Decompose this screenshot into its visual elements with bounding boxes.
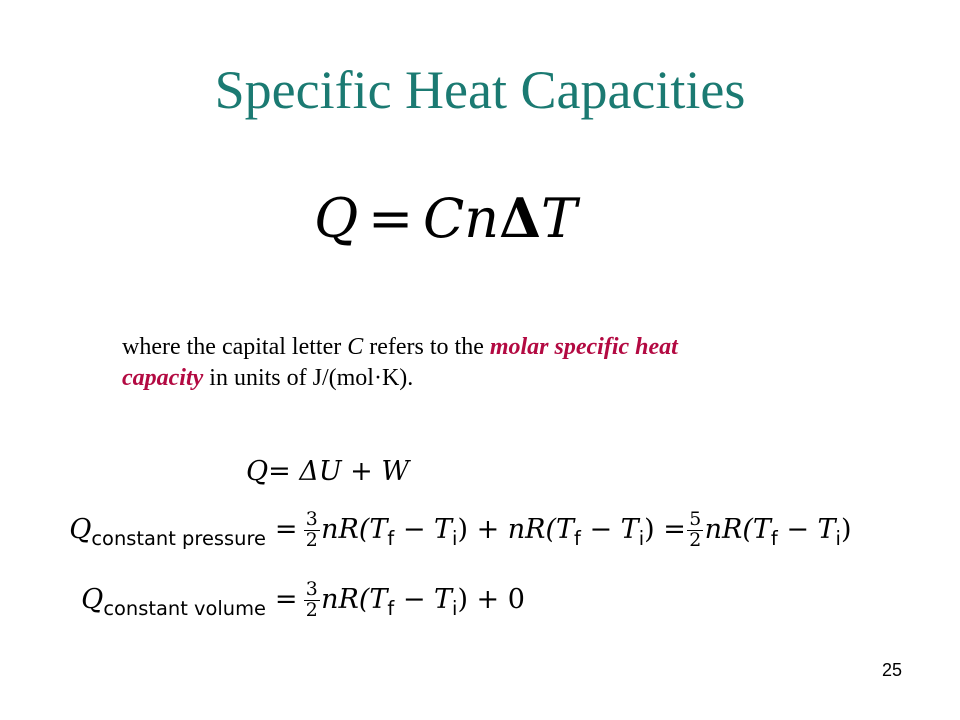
cp-sub-i2: i bbox=[638, 526, 645, 550]
cv-equals: = bbox=[274, 584, 298, 615]
cp-sub-i3: i bbox=[835, 526, 841, 550]
desc-part2: refers to the bbox=[363, 334, 490, 360]
cp-minus1: − T bbox=[394, 514, 453, 545]
cp-frac-1-num: 3 bbox=[305, 508, 318, 531]
cp-minus3: − T bbox=[777, 514, 836, 545]
cp-frac-2-den: 2 bbox=[689, 529, 702, 551]
cp-subscript: constant pressure bbox=[91, 526, 266, 550]
cv-minus: − T bbox=[394, 584, 453, 615]
cv-close: ) + 0 bbox=[457, 584, 525, 615]
cp-close2: ) = bbox=[644, 514, 686, 545]
description-text bbox=[122, 332, 872, 394]
constant-pressure-lhs bbox=[69, 510, 266, 559]
cp-frac-1-den: 2 bbox=[305, 529, 318, 551]
eq-main-delta: Δ bbox=[499, 186, 541, 250]
cp-q: Q bbox=[69, 514, 92, 545]
first-law-equation bbox=[246, 452, 409, 492]
cp-frac-2-num: 5 bbox=[689, 508, 702, 531]
cp-term1: nR(T bbox=[321, 514, 388, 545]
first-law-rhs: = ΔU + W bbox=[268, 456, 410, 487]
cp-minus2: − T bbox=[580, 514, 639, 545]
cv-subscript: constant volume bbox=[103, 596, 266, 620]
cp-sub-f3: f bbox=[770, 526, 778, 550]
eq-main-equals: = bbox=[368, 187, 414, 250]
cp-plus: + nR(T bbox=[467, 514, 575, 545]
eq-main-n: n bbox=[464, 187, 500, 250]
first-law-lhs: Q bbox=[246, 456, 269, 487]
eq-main-t: T bbox=[540, 187, 578, 250]
cp-sub-f2: f bbox=[574, 526, 581, 550]
desc-highlight-2: capacity bbox=[122, 365, 204, 391]
cp-frac-2 bbox=[687, 510, 703, 551]
desc-part1: where the capital letter bbox=[122, 334, 348, 360]
cv-term: nR(T bbox=[321, 584, 388, 615]
desc-c: C bbox=[347, 334, 364, 360]
cv-frac-den: 2 bbox=[305, 599, 318, 621]
constant-volume-lhs bbox=[81, 580, 266, 629]
desc-part3: in units of J/(mol·K). bbox=[203, 365, 414, 391]
cp-close1: ) bbox=[457, 514, 468, 545]
cv-frac-num: 3 bbox=[305, 578, 318, 601]
cv-q: Q bbox=[81, 584, 104, 615]
desc-highlight-1: molar specific heat bbox=[489, 334, 678, 360]
cv-frac bbox=[304, 580, 320, 621]
cv-sub-f: f bbox=[387, 596, 395, 620]
page-number: 25 bbox=[881, 660, 902, 680]
constant-pressure-rhs bbox=[270, 510, 851, 559]
slide-title: Specific Heat Capacities bbox=[214, 60, 746, 120]
cp-close3: ) bbox=[840, 514, 852, 545]
cv-sub-i: i bbox=[452, 596, 458, 620]
constant-volume-rhs bbox=[270, 580, 525, 629]
eq-main-c: C bbox=[422, 187, 465, 250]
cp-equals: = bbox=[274, 514, 298, 545]
cp-sub-i1: i bbox=[452, 526, 458, 550]
cp-sub-f1: f bbox=[387, 526, 395, 550]
main-equation bbox=[314, 186, 577, 251]
eq-main-q: Q bbox=[314, 187, 359, 250]
cp-term3: nR(T bbox=[704, 514, 771, 545]
cp-frac-1 bbox=[304, 510, 320, 551]
